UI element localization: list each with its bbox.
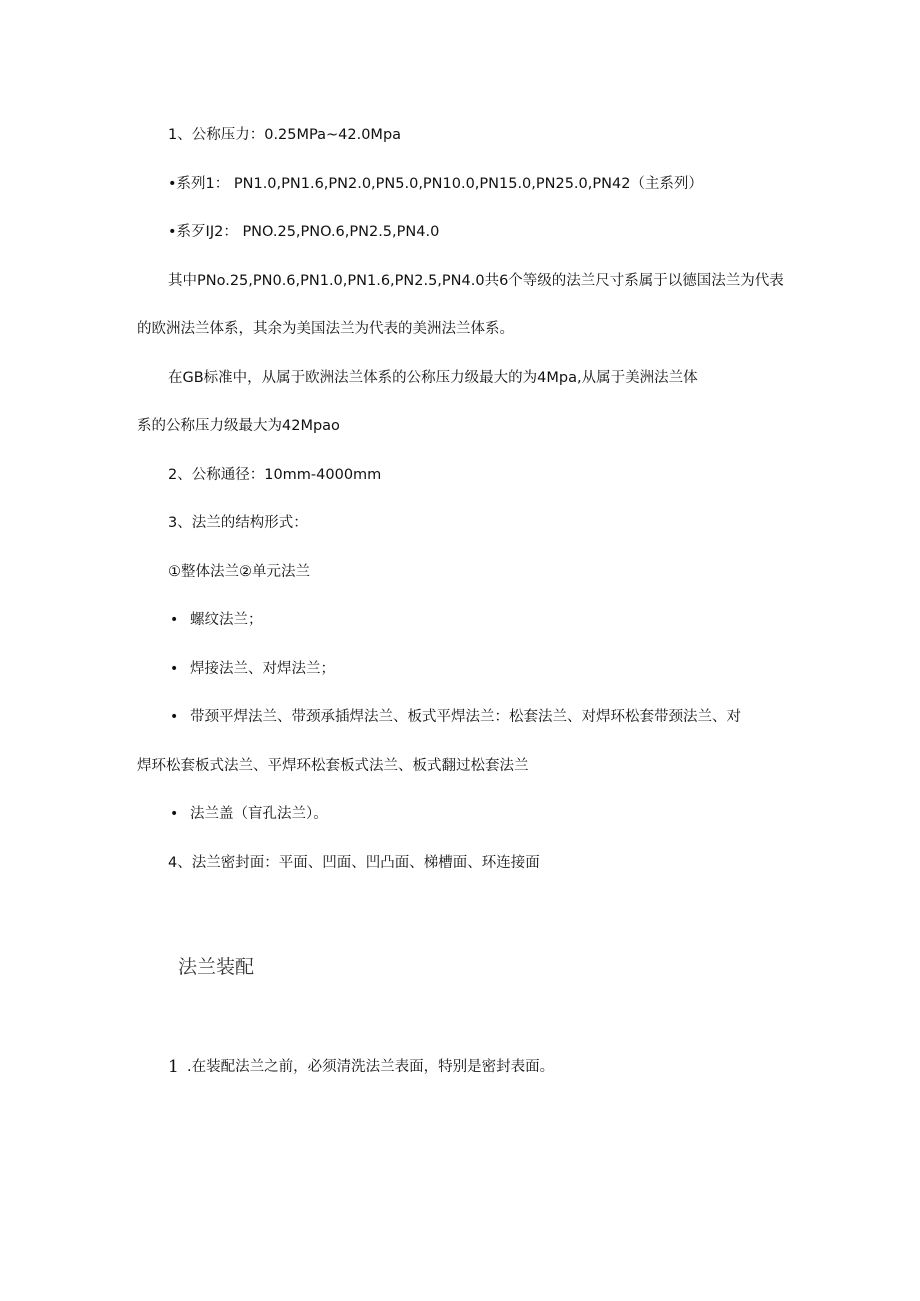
bullet-item-hubbed-flanges: 带颈平焊法兰、带颈承插焊法兰、板式平焊法兰：松套法兰、对焊环松套带颈法兰、对 [190, 709, 741, 725]
bullet-item-continuation: 焊环松套板式法兰、平焊环松套板式法兰、板式翻过松套法兰 [137, 758, 529, 774]
paragraph-line: 的欧洲法兰体系，其余为美国法兰为代表的美洲法兰体系。 [137, 321, 514, 337]
bullet-dot: • [170, 709, 179, 725]
bullet-dot: • [170, 806, 179, 822]
paragraph-line: 在GB标准中，从属于欧洲法兰体系的公称压力级最大的为4Mpa,从属于美洲法兰体 [168, 370, 698, 386]
section-heading: 法兰装配 [178, 956, 255, 978]
structure-form-heading: 3、法兰的结构形式： [168, 515, 308, 531]
paragraph-line: 其中PNo.25,PN0.6,PN1.0,PN1.6,PN2.5,PN4.0共6个等级的法兰尺寸系属于以德国法兰为代表 [168, 273, 784, 289]
step-number: 1 [168, 1057, 179, 1077]
nominal-diameter-line: 2、公称通径：10mm-4000mm [168, 467, 382, 483]
structure-types-line: ①整体法兰②单元法兰 [168, 564, 310, 580]
bullet-item-blind-flange: 法兰盖（盲孔法兰）。 [190, 806, 328, 822]
paragraph-line: 系的公称压力级最大为42Mpao [137, 418, 340, 434]
series-1-line: •系列1： PN1.0,PN1.6,PN2.0,PN5.0,PN10.0,PN15.0,PN25.0,PN42（主系列） [168, 176, 703, 192]
series-2-line: •系歹IJ2： PNO.25,PNO.6,PN2.5,PN4.0 [168, 224, 440, 240]
sealing-face-line: 4、法兰密封面：平面、凹面、凹凸面、梯槽面、环连接面 [168, 855, 540, 871]
bullet-item-threaded-flange: 螺纹法兰； [190, 612, 263, 628]
nominal-pressure-line: 1、公称压力：0.25MPa~42.0Mpa [168, 127, 402, 143]
bullet-dot: • [170, 661, 179, 677]
bullet-item-welding-flange: 焊接法兰、对焊法兰； [190, 661, 335, 677]
step-text: .在装配法兰之前，必须清洗法兰表面，特别是密封表面。 [187, 1059, 555, 1075]
bullet-dot: • [170, 612, 179, 628]
